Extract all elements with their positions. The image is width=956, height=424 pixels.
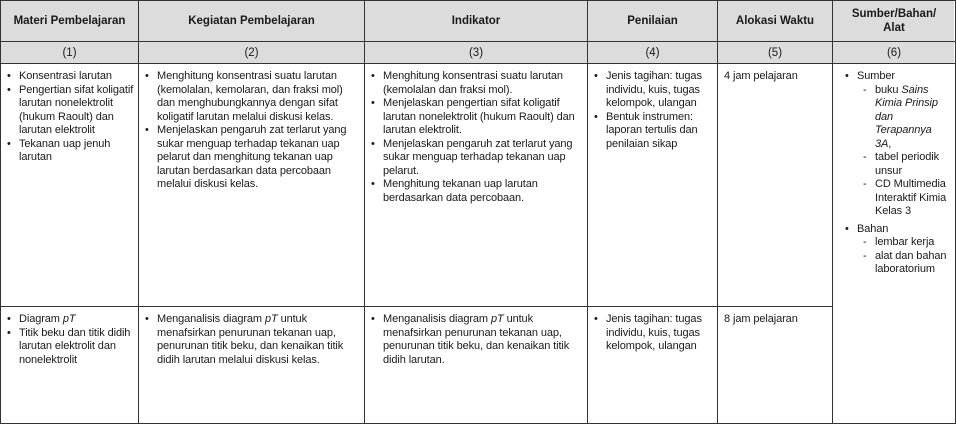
header-kegiatan: Kegiatan Pembelajaran: [188, 15, 315, 27]
header-materi: Materi Pembelajaran: [13, 15, 126, 27]
list-item: - buku Sains Kimia Prinsip dan Terapannya 3A,: [857, 84, 947, 152]
list-item: • Konsentrasi larutan: [7, 70, 134, 84]
row2-alokasi: 8 jam pelajaran: [724, 313, 798, 325]
list-item: - alat dan bahan laboratorium: [857, 250, 947, 277]
row1-alokasi: 4 jam pelajaran: [724, 70, 798, 82]
list-item: • Menghitung konsentrasi suatu larutan (kemolalan dan fraksi mol).: [371, 70, 583, 97]
list-item: • Diagram pT: [7, 313, 134, 327]
list-item: - lembar kerja: [857, 236, 947, 250]
col-number: (3): [468, 46, 484, 59]
list-item: • Menganalisis diagram pT untuk menafsirkan penurunan tekanan uap, penurunan titik beku, dan kenaikan titik didih larutan.: [371, 313, 583, 367]
row1-kegiatan: [139, 66, 364, 306]
row1-penilaian: [588, 66, 717, 306]
col-number: (2): [244, 46, 259, 59]
row2-materi: [1, 309, 138, 423]
list-item: • Bahan - lembar kerja - alat dan bahan laboratorium: [845, 223, 947, 277]
row2-kegiatan: [139, 309, 364, 423]
list-item: • Titik beku dan titik didih larutan elektrolit dan nonelektrolit: [7, 327, 134, 368]
col-number: (4): [645, 46, 660, 59]
list-item: • Menganalisis diagram pT untuk menafsirkan penurunan tekanan uap, penurunan titik beku, dan kenaikan titik didih larutan melalui diskusi kelas.: [145, 313, 360, 367]
list-item: • Jenis tagihan: tugas individu, kuis, tugas kelompok, ulangan: [594, 70, 703, 111]
sumber-bahan-alat: [833, 66, 955, 423]
numbers-divider: [0, 63, 956, 64]
list-item: • Menjelaskan pengertian sifat koligatif larutan nonelektrolit (hukum Raoult) dan larutan elektrolit.: [371, 97, 583, 138]
list-item: • Pengertian sifat koligatif larutan nonelektrolit (hukum Raoult) dan larutan elektrolit: [7, 84, 134, 138]
list-item: • Menghitung konsentrasi suatu larutan (kemolalan, kemolaran, dan fraksi mol) dan menghubungkannya dengan sifat koligatif larutan melalui diskusi kelas.: [145, 70, 360, 124]
header-indikator: Indikator: [451, 15, 501, 27]
row1-indikator: [365, 66, 587, 306]
row1-materi: [1, 66, 138, 306]
header-penilaian: Penilaian: [627, 15, 678, 27]
list-item: • Tekanan uap jenuh larutan: [7, 138, 134, 165]
col-number: (1): [62, 46, 77, 59]
list-item: - CD Multimedia Interaktif Kimia Kelas 3: [857, 178, 947, 219]
list-item: • Jenis tagihan: tugas individu, kuis, tugas kelompok, ulangan: [594, 313, 703, 354]
row-divider: [0, 306, 832, 307]
list-item: • Menjelaskan pengaruh zat terlarut yang sukar menguap terhadap tekanan uap pelarut dan menghitung tekanan uap larutan berdasarkan data percobaan melalui diskusi kelas.: [145, 124, 360, 192]
list-item: • Sumber - buku Sains Kimia Prinsip dan Terapannya 3A, - tabel periodik unsur - CD Multimedia Interaktif Kimia Kelas 3: [845, 70, 947, 219]
header-alokasi: Alokasi Waktu: [735, 15, 815, 27]
header-sumber: Sumber/Bahan/ Alat: [851, 8, 937, 34]
list-item: • Menghitung tekanan uap larutan berdasarkan data percobaan.: [371, 178, 583, 205]
list-item: • Menjelaskan pengaruh zat terlarut yang sukar menguap terhadap tekanan uap pelarut.: [371, 138, 583, 179]
list-item: • Bentuk instrumen: laporan tertulis dan penilaian sikap: [594, 111, 703, 152]
row2-indikator: [365, 309, 587, 423]
col-number: (6): [886, 46, 902, 59]
col-number: (5): [767, 46, 783, 59]
row2-penilaian: [588, 309, 717, 423]
list-item: - tabel periodik unsur: [857, 151, 947, 178]
